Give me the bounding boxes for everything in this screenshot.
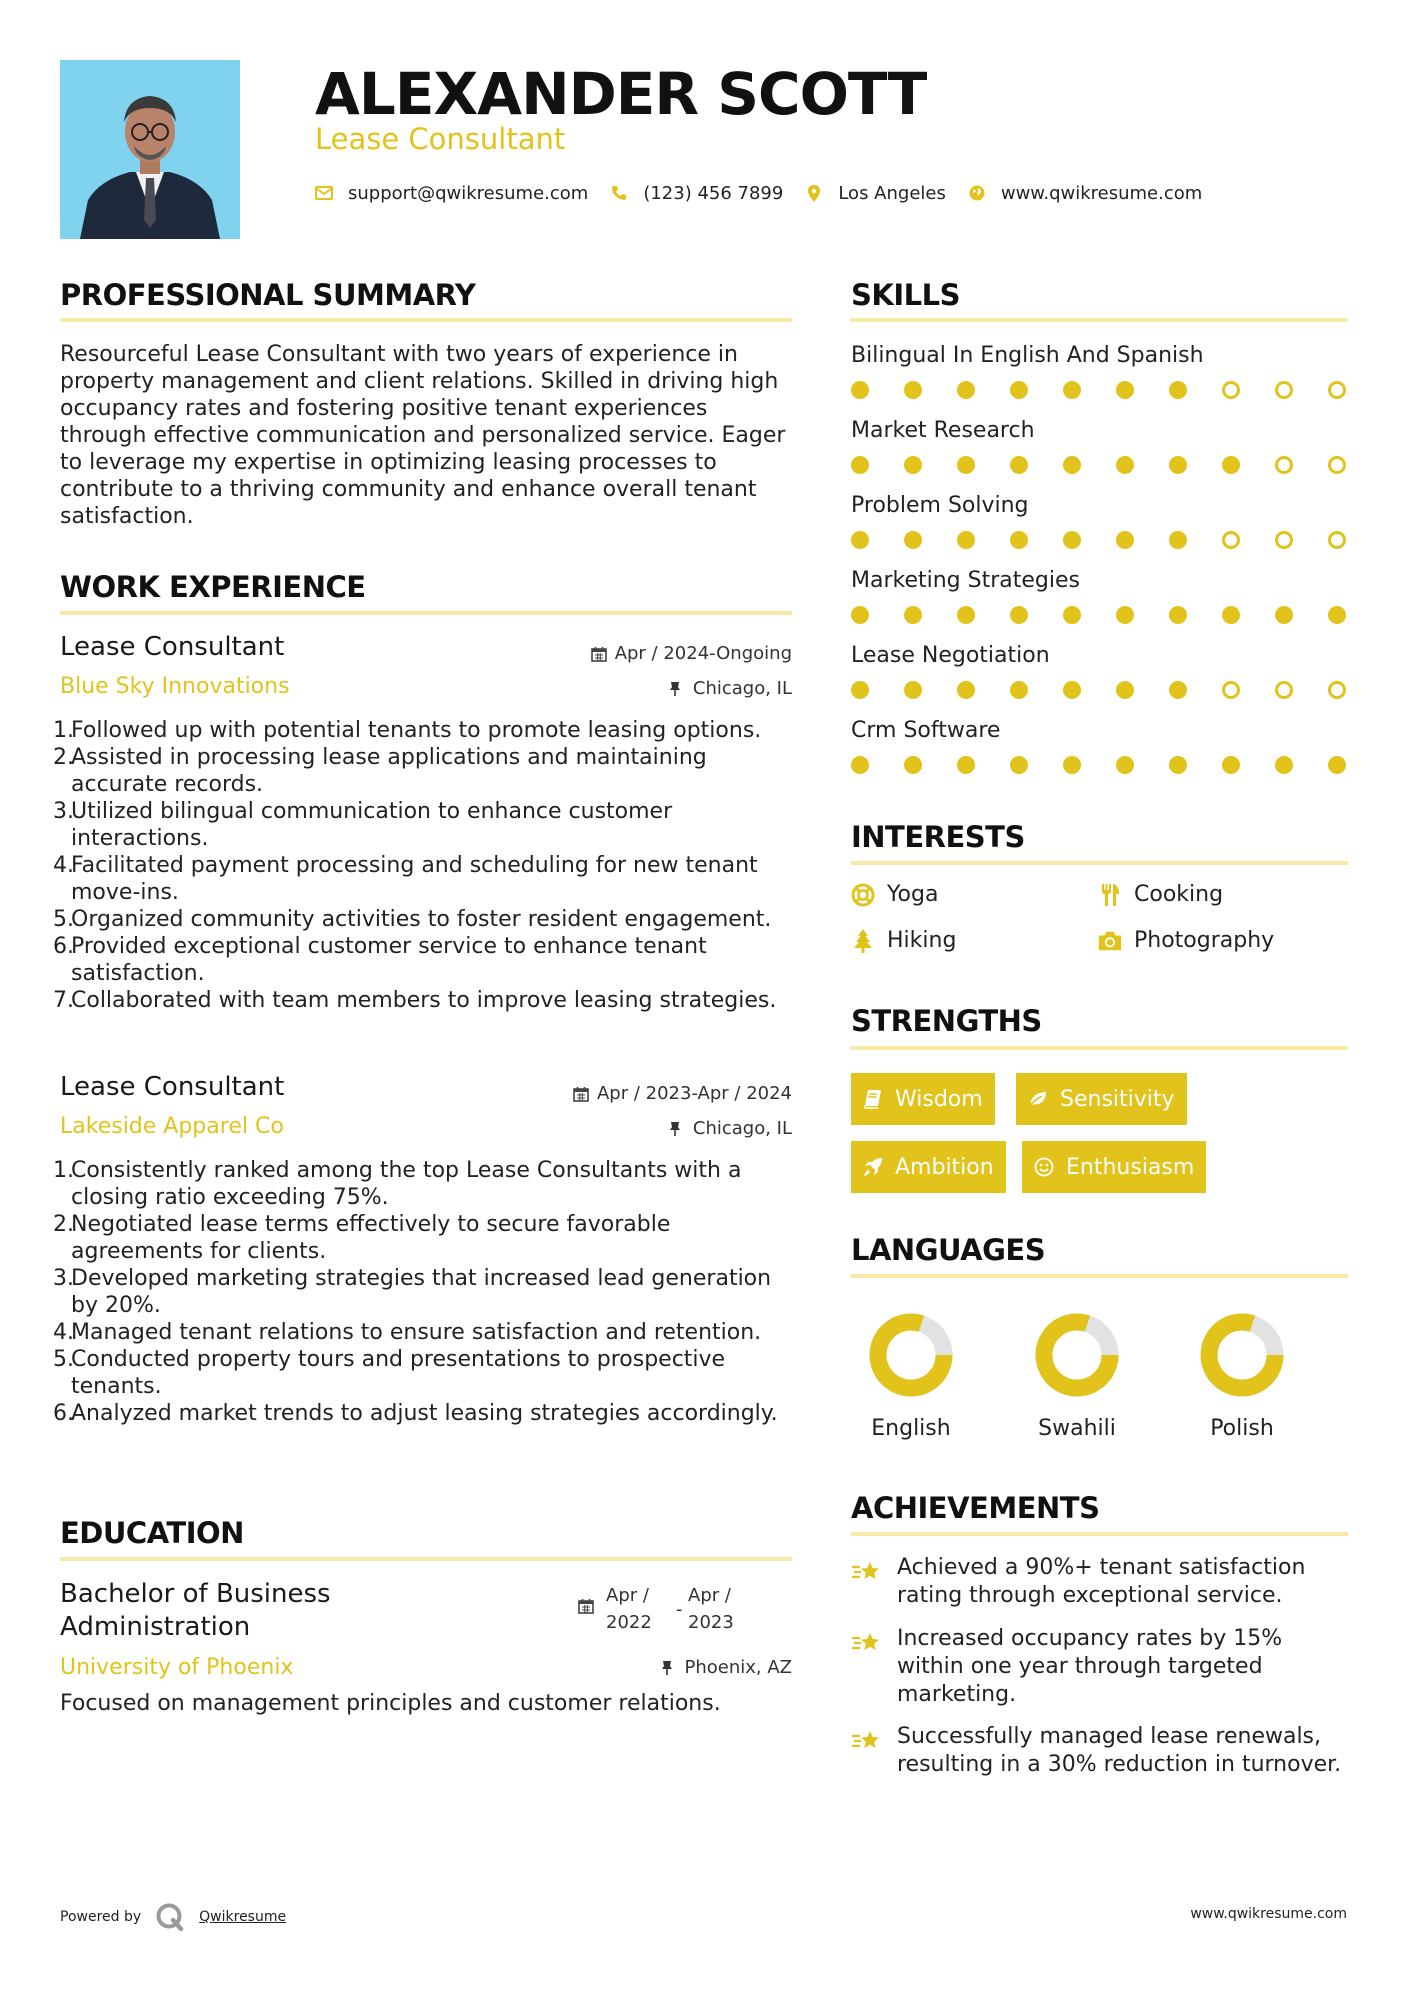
job-title: Lease Consultant <box>60 1072 285 1102</box>
achievement-item <box>851 1723 1351 1779</box>
candidate-name: ALEXANDER SCOTT <box>315 60 927 128</box>
rating-dot-filled <box>1116 756 1134 774</box>
rating-dot-filled <box>851 606 869 624</box>
camera-icon <box>1098 929 1122 953</box>
globe-icon <box>968 184 986 202</box>
pushpin-icon <box>661 1660 677 1676</box>
rating-dot-filled <box>904 606 922 624</box>
skill-name: Marketing Strategies <box>851 568 1080 593</box>
rating-dot-filled <box>957 681 975 699</box>
contact-location <box>805 183 946 204</box>
rating-dot-filled <box>957 456 975 474</box>
strength-tag <box>1016 1073 1187 1125</box>
language-label: Polish <box>1210 1416 1274 1441</box>
rating-dot-empty <box>1328 531 1346 549</box>
contact-website-text: www.qwikresume.com <box>1000 182 1203 204</box>
strength-tag <box>851 1141 1006 1193</box>
book-icon <box>863 1089 883 1109</box>
pushpin-icon <box>669 681 685 697</box>
rating-dot-filled <box>1063 756 1081 774</box>
language-donut <box>868 1312 954 1398</box>
rating-dot-filled <box>1010 681 1028 699</box>
rating-dot-filled <box>851 456 869 474</box>
strength-label: Enthusiasm <box>1066 1154 1195 1180</box>
contact-bar <box>315 178 1224 208</box>
list-item: 4. Facilitated payment processing and scheduling for new tenant move-ins. <box>53 853 758 905</box>
rating-dot-filled <box>1169 381 1187 399</box>
contact-phone[interactable] <box>610 183 783 204</box>
achievements-heading: ACHIEVEMENTS <box>851 1491 1100 1525</box>
rating-dot-filled <box>851 756 869 774</box>
contact-location-text: Los Angeles <box>838 182 946 204</box>
language-item <box>851 1312 971 1441</box>
rating-dot-empty <box>1275 681 1293 699</box>
skill-rating <box>851 381 1346 401</box>
rating-dot-filled <box>1169 531 1187 549</box>
interest-item <box>851 928 956 953</box>
job-dates <box>573 1083 792 1104</box>
list-item: 3. Utilized bilingual communication to enhance customer interactions. <box>53 799 673 851</box>
contact-website[interactable] <box>968 183 1202 204</box>
rating-dot-empty <box>1328 381 1346 399</box>
job-bullets <box>53 1157 803 1427</box>
skills-heading: SKILLS <box>851 278 960 312</box>
summary-heading: PROFESSIONAL SUMMARY <box>60 278 476 312</box>
degree-title: Bachelor of Business Administration <box>60 1579 331 1642</box>
list-item: 3. Developed marketing strategies that increased lead generation by 20%. <box>53 1266 772 1318</box>
footer-website[interactable]: www.qwikresume.com <box>1190 1906 1347 1922</box>
rating-dot-filled <box>957 381 975 399</box>
rating-dot-filled <box>1063 606 1081 624</box>
profile-photo <box>60 60 240 239</box>
education-location <box>661 1657 793 1678</box>
rating-dot-empty <box>1275 381 1293 399</box>
language-label: English <box>871 1416 951 1441</box>
language-item <box>1017 1312 1137 1441</box>
calendar-icon <box>591 646 607 662</box>
language-donut <box>1034 1312 1120 1398</box>
interest-label: Hiking <box>887 928 957 953</box>
qwikresume-logo-icon <box>155 1902 185 1932</box>
job-company: Lakeside Apparel Co <box>60 1114 284 1139</box>
education-dates <box>578 1582 758 1636</box>
rating-dot-filled <box>1010 756 1028 774</box>
rating-dot-filled <box>904 456 922 474</box>
contact-email[interactable] <box>315 183 588 204</box>
rating-dot-filled <box>1275 756 1293 774</box>
rating-dot-filled <box>957 531 975 549</box>
contact-email-text: support@qwikresume.com <box>348 182 589 204</box>
strength-tag <box>851 1073 995 1125</box>
phone-icon <box>610 184 628 202</box>
list-item: 7. Collaborated with team members to improve leasing strategies. <box>53 988 777 1013</box>
education-start: Apr / 2022 <box>606 1585 652 1633</box>
job-company: Blue Sky Innovations <box>60 674 290 699</box>
rocket-icon <box>863 1157 883 1177</box>
languages-divider <box>851 1274 1348 1278</box>
skill-rating <box>851 456 1346 476</box>
achievement-text: Successfully managed lease renewals, resulting in a 30% reduction in turnover. <box>897 1724 1342 1777</box>
rating-dot-filled <box>1169 756 1187 774</box>
rating-dot-filled <box>1275 606 1293 624</box>
rating-dot-filled <box>851 531 869 549</box>
job-dates-text: Apr / 2023-Apr / 2024 <box>596 1083 792 1104</box>
language-item <box>1182 1312 1302 1441</box>
rating-dot-filled <box>1116 456 1134 474</box>
strength-label: Ambition <box>895 1154 994 1180</box>
brand-link[interactable]: Qwikresume <box>199 1909 287 1925</box>
interests-heading: INTERESTS <box>851 820 1025 854</box>
skills-divider <box>851 318 1348 322</box>
interest-item <box>851 882 938 907</box>
rating-dot-filled <box>1116 606 1134 624</box>
rating-dot-filled <box>1116 381 1134 399</box>
rating-dot-filled <box>1169 681 1187 699</box>
rating-dot-filled <box>904 381 922 399</box>
experience-heading: WORK EXPERIENCE <box>60 570 366 604</box>
summary-text: Resourceful Lease Consultant with two years of experience in property management and client relations. Skilled in driving high occupancy rates and fostering positive tenant experiences through effective communication and personalized service. Eager to leverage my expertise in optimizing leasing processes to contribute to a thriving community and enhance overall tenant satisfaction. <box>60 342 786 529</box>
rating-dot-filled <box>1063 456 1081 474</box>
rating-dot-empty <box>1222 381 1240 399</box>
interest-label: Photography <box>1134 928 1275 953</box>
rating-dot-filled <box>1222 606 1240 624</box>
rating-dot-filled <box>1116 531 1134 549</box>
skill-rating <box>851 681 1346 701</box>
smile-icon <box>1034 1157 1054 1177</box>
job-dates-text: Apr / 2024-Ongoing <box>614 643 792 664</box>
rating-dot-filled <box>1010 606 1028 624</box>
language-label: Swahili <box>1038 1416 1116 1441</box>
rating-dot-filled <box>1063 531 1081 549</box>
job-title: Lease Consultant <box>60 632 285 662</box>
pushpin-icon <box>669 1121 685 1137</box>
list-item: 6. Analyzed market trends to adjust leasing strategies accordingly. <box>53 1401 778 1426</box>
rating-dot-filled <box>957 606 975 624</box>
education-location-text: Phoenix, AZ <box>684 1657 792 1678</box>
envelope-icon <box>315 184 333 202</box>
skill-name: Lease Negotiation <box>851 643 1050 668</box>
rating-dot-filled <box>1169 456 1187 474</box>
list-item: 5. Conducted property tours and presentations to prospective tenants. <box>53 1347 726 1399</box>
rating-dot-empty <box>1275 456 1293 474</box>
job-location <box>669 678 792 699</box>
skill-rating <box>851 531 1346 551</box>
rating-dot-empty <box>1328 681 1346 699</box>
rating-dot-filled <box>1328 606 1346 624</box>
language-donut <box>1199 1312 1285 1398</box>
list-item: 2. Assisted in processing lease applications and maintaining accurate records. <box>53 745 707 797</box>
achievement-text: Achieved a 90%+ tenant satisfaction rating through exceptional service. <box>897 1555 1306 1608</box>
lifebuoy-icon <box>851 883 875 907</box>
skill-name: Crm Software <box>851 718 1001 743</box>
list-item: 1. Consistently ranked among the top Lease Consultants with a closing ratio exceeding 75%. <box>53 1158 742 1210</box>
rating-dot-filled <box>1222 456 1240 474</box>
skill-rating <box>851 606 1346 626</box>
rating-dot-filled <box>1328 756 1346 774</box>
job-bullets <box>53 717 803 1014</box>
leaf-icon <box>1028 1089 1048 1109</box>
footer-powered-by <box>60 1902 286 1932</box>
skill-rating <box>851 756 1346 776</box>
job-location <box>669 1118 792 1139</box>
job-dates <box>591 643 792 664</box>
skill-name: Bilingual In English And Spanish <box>851 343 1204 368</box>
rating-dot-filled <box>1222 756 1240 774</box>
calendar-icon <box>578 1598 594 1614</box>
rating-dot-empty <box>1275 531 1293 549</box>
education-heading: EDUCATION <box>60 1516 244 1550</box>
shooting-star-icon <box>851 1558 883 1586</box>
list-item: 4. Managed tenant relations to ensure satisfaction and retention. <box>53 1320 762 1345</box>
shooting-star-icon <box>851 1727 883 1755</box>
rating-dot-filled <box>851 381 869 399</box>
summary-divider <box>60 318 792 322</box>
rating-dot-filled <box>1063 381 1081 399</box>
job-location-text: Chicago, IL <box>692 678 792 699</box>
utensils-icon <box>1098 883 1122 907</box>
shooting-star-icon <box>851 1629 883 1657</box>
rating-dot-filled <box>904 756 922 774</box>
tree-icon <box>851 929 875 953</box>
rating-dot-filled <box>1010 531 1028 549</box>
rating-dot-filled <box>904 531 922 549</box>
job-location-text: Chicago, IL <box>692 1118 792 1139</box>
rating-dot-empty <box>1222 531 1240 549</box>
interest-label: Cooking <box>1134 882 1224 907</box>
achievement-text: Increased occupancy rates by 15% within one year through targeted marketing. <box>897 1626 1283 1707</box>
school-name: University of Phoenix <box>60 1655 294 1680</box>
rating-dot-filled <box>1116 681 1134 699</box>
rating-dot-empty <box>1328 456 1346 474</box>
education-divider <box>60 1557 792 1561</box>
achievement-item <box>851 1625 1351 1709</box>
map-pin-icon <box>805 184 823 202</box>
rating-dot-filled <box>1169 606 1187 624</box>
strengths-heading: STRENGTHS <box>851 1004 1042 1038</box>
achievements-divider <box>851 1532 1348 1536</box>
education-description: Focused on management principles and customer relations. <box>60 1691 721 1716</box>
strength-label: Wisdom <box>895 1086 983 1112</box>
list-item: 2. Negotiated lease terms effectively to secure favorable agreements for clients. <box>53 1212 671 1264</box>
rating-dot-empty <box>1222 681 1240 699</box>
interest-item <box>1098 928 1274 953</box>
list-item: 5. Organized community activities to foster resident engagement. <box>53 907 772 932</box>
candidate-role: Lease Consultant <box>315 122 566 156</box>
calendar-icon <box>573 1086 589 1102</box>
skill-name: Problem Solving <box>851 493 1029 518</box>
achievement-item <box>851 1554 1351 1610</box>
powered-by-label: Powered by <box>60 1909 142 1925</box>
experience-divider <box>60 611 792 615</box>
list-item: 1. Followed up with potential tenants to promote leasing options. <box>53 718 762 743</box>
rating-dot-filled <box>1063 681 1081 699</box>
education-end: Apr / 2023 <box>688 1585 734 1633</box>
languages-heading: LANGUAGES <box>851 1233 1046 1267</box>
rating-dot-filled <box>904 681 922 699</box>
interest-label: Yoga <box>887 882 939 907</box>
list-item: 6. Provided exceptional customer service to enhance tenant satisfaction. <box>53 934 707 986</box>
interest-item <box>1098 882 1223 907</box>
interests-divider <box>851 861 1348 865</box>
rating-dot-filled <box>851 681 869 699</box>
education-date-separator: - <box>676 1599 683 1620</box>
strengths-divider <box>851 1046 1348 1050</box>
skill-name: Market Research <box>851 418 1035 443</box>
strength-label: Sensitivity <box>1060 1086 1175 1112</box>
rating-dot-filled <box>1010 456 1028 474</box>
strength-tag <box>1022 1141 1206 1193</box>
rating-dot-filled <box>1010 381 1028 399</box>
rating-dot-filled <box>957 756 975 774</box>
contact-phone-text: (123) 456 7899 <box>643 182 784 204</box>
